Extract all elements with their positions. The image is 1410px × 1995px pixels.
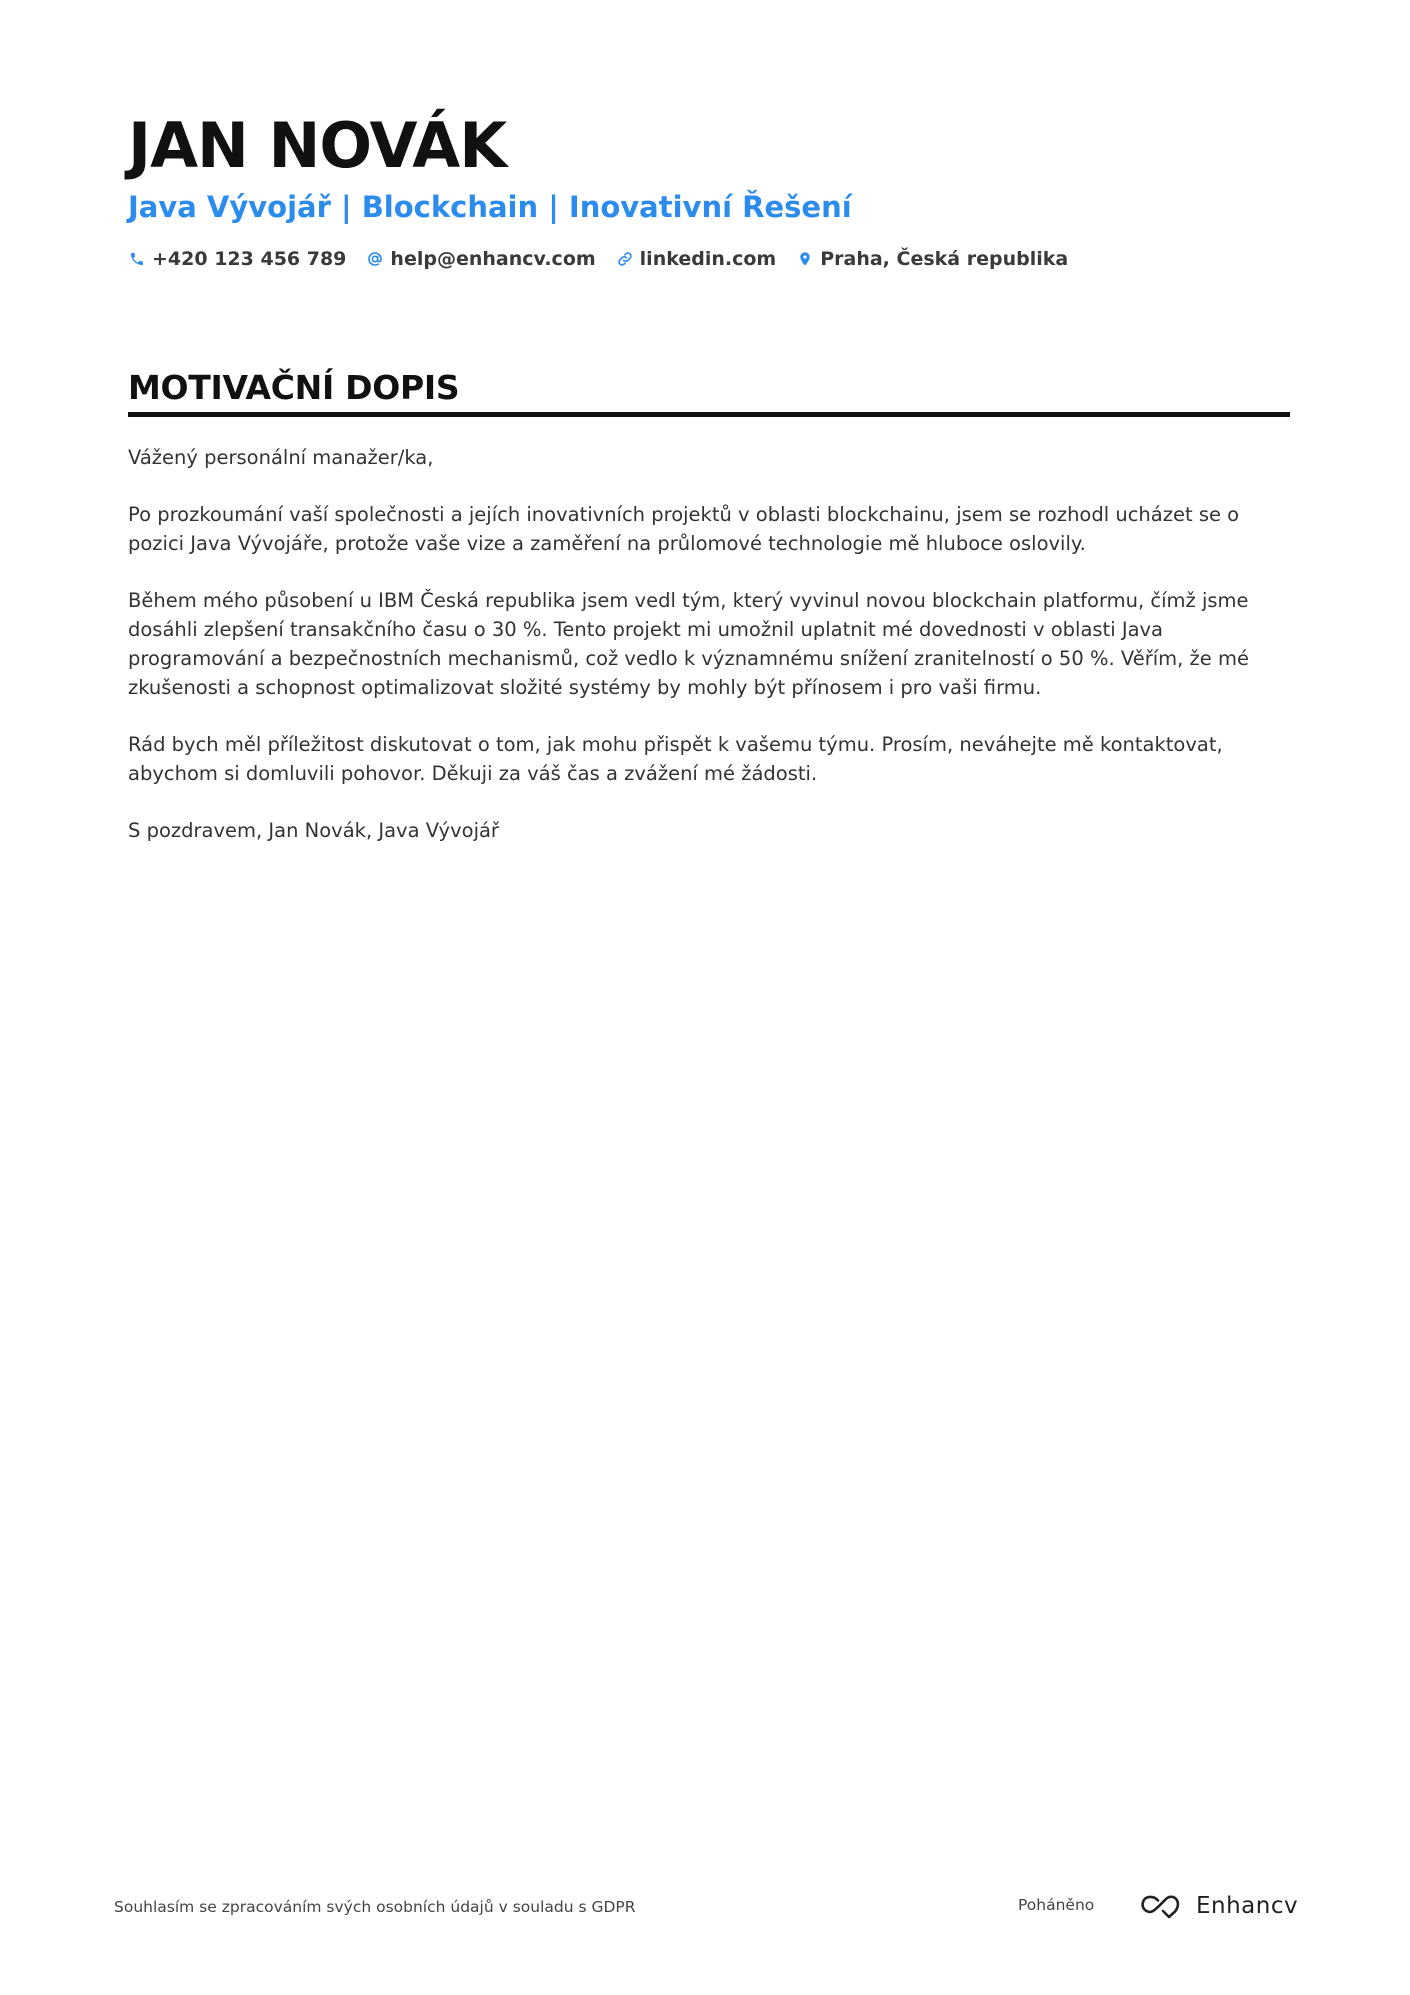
letter-paragraph: Po prozkoumání vaší společnosti a jejích inovativních projektů v oblasti blockchainu, jsem se rozhodl ucházet se o pozici Java Vývojáře, protože vaše vize a zaměření na průlomové technologie mě hluboce oslovily. [128, 503, 1240, 555]
powered-by-label: Poháněno [1018, 1896, 1095, 1914]
phone-icon [128, 250, 146, 268]
letter-body [128, 443, 1290, 845]
contact-phone [128, 246, 346, 272]
section-title: MOTIVAČNÍ DOPIS [128, 368, 460, 407]
contact-email-text[interactable]: help@enhancv.com [390, 248, 596, 270]
contact-location [796, 246, 1068, 272]
link-icon [616, 250, 634, 268]
letter-paragraph: Rád bych měl příležitost diskutovat o tom, jak mohu přispět k vašemu týmu. Prosím, neváhejte mě kontaktovat, abychom si domluvili pohovor. Děkuji za váš čas a zvážení mé žádosti. [128, 733, 1223, 785]
contact-email[interactable] [366, 246, 595, 272]
letter-closing: S pozdravem, Jan Novák, Java Vývojář [128, 819, 499, 842]
contact-bar [128, 246, 1290, 272]
location-pin-icon [796, 250, 814, 268]
at-icon [366, 250, 384, 268]
brand-name[interactable]: Enhancv [1196, 1893, 1299, 1919]
letter-paragraph: Během mého působení u IBM Česká republika jsem vedl tým, který vyvinul novou blockchain platformu, čímž jsme dosáhli zlepšení transakčního času o 30 %. Tento projekt mi umožnil uplatnit mé dovednosti v oblasti Java programování a bezpečnostních mechanismů, což vedlo k významnému snížení zranitelností o 50 %. Věřím, že mé zkušenosti a schopnost optimalizovat složité systémy by mohly být přínosem i pro vaši firmu. [128, 589, 1249, 699]
contact-linkedin-text[interactable]: linkedin.com [639, 248, 777, 270]
gdpr-consent-text: Souhlasím se zpracováním svých osobních údajů v souladu s GDPR [114, 1898, 636, 1916]
cover-letter-section [128, 366, 1290, 873]
contact-phone-text: +420 123 456 789 [152, 248, 347, 270]
candidate-headline: Java Vývojář | Blockchain | Inovativní Řešení [128, 190, 852, 224]
contact-location-text: Praha, Česká republika [820, 248, 1069, 270]
enhancv-logo-icon [1138, 1892, 1186, 1920]
letter-salutation: Vážený personální manažer/ka, [128, 446, 434, 469]
candidate-name: JAN NOVÁK [128, 109, 507, 182]
footer [114, 1888, 1299, 1928]
section-divider [128, 412, 1290, 417]
brand-link[interactable] [1138, 1888, 1298, 1924]
header [128, 108, 1290, 272]
contact-linkedin[interactable] [616, 246, 777, 272]
